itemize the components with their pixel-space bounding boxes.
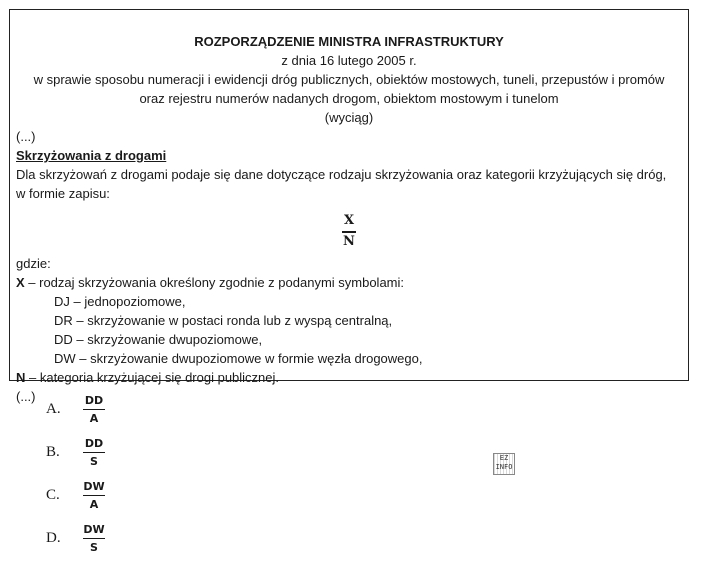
option-numerator: DW <box>83 479 105 493</box>
where-label: gdzie: <box>16 255 51 271</box>
answer-option-a[interactable] <box>46 388 106 431</box>
option-numerator: DD <box>84 436 104 450</box>
ellipsis-top: (...) <box>16 129 36 144</box>
option-fraction-bar <box>83 409 105 410</box>
watermark-logo <box>493 453 515 475</box>
option-letter: B. <box>46 444 60 460</box>
symbol-item: DD – skrzyżowanie dwupoziomowe, <box>54 331 263 347</box>
option-numerator: DW <box>83 522 105 536</box>
watermark-line-2: INFO <box>495 463 513 471</box>
ellipsis-bottom: (...) <box>16 388 36 404</box>
option-denominator: S <box>90 541 98 555</box>
answer-option-b[interactable] <box>46 431 106 474</box>
x-definition <box>16 273 682 292</box>
answer-options <box>46 388 106 560</box>
regulation-excerpt-box <box>9 9 689 404</box>
formula-fraction-bar <box>342 231 356 233</box>
option-fraction <box>82 394 106 425</box>
n-definition <box>16 368 682 387</box>
option-fraction <box>82 523 106 554</box>
option-numerator: DD <box>84 393 104 407</box>
option-denominator: A <box>89 498 99 512</box>
n-description: – kategoria krzyżującej się drogi publicznej. <box>25 369 280 385</box>
formula-numerator: X <box>343 213 355 228</box>
document-subject-line-2: oraz rejestru numerów nadanych drogom, obiektom mostowym i tunelom <box>139 91 559 106</box>
formula-denominator: N <box>343 233 355 249</box>
document-date: z dnia 16 lutego 2005 r. <box>281 53 417 68</box>
n-symbol: N <box>16 369 26 385</box>
symbol-item: DR – skrzyżowanie w postaci ronda lub z wyspą centralną, <box>54 312 393 328</box>
paragraph-line-2: w formie zapisu: <box>16 186 110 201</box>
option-fraction-bar <box>83 452 105 453</box>
x-description: – rodzaj skrzyżowania określony zgodnie z podanymi symbolami: <box>24 274 405 290</box>
option-fraction <box>82 437 106 468</box>
watermark-line-1: EZ <box>499 454 509 462</box>
option-fraction <box>82 480 106 511</box>
answer-option-d[interactable] <box>46 517 106 560</box>
option-fraction-bar <box>83 495 105 496</box>
section-title: Skrzyżowania z drogami <box>16 148 167 163</box>
option-denominator: A <box>89 412 99 426</box>
symbol-item: DJ – jednopoziomowe, <box>54 293 186 309</box>
option-denominator: S <box>90 455 98 469</box>
option-letter: A. <box>46 401 61 417</box>
excerpt-note: (wyciąg) <box>324 110 374 125</box>
option-letter: D. <box>46 530 61 546</box>
answer-option-c[interactable] <box>46 474 106 517</box>
option-fraction-bar <box>83 538 105 539</box>
x-symbol: X <box>16 274 25 290</box>
option-letter: C. <box>46 487 60 503</box>
formula-fraction <box>334 213 364 250</box>
document-subject-line-1: w sprawie sposobu numeracji i ewidencji dróg publicznych, obiektów mostowych, tuneli, przepustów i promów <box>33 72 665 87</box>
paragraph-line-1: Dla skrzyżowań z drogami podaje się dane dotyczące rodzaju skrzyżowania oraz kategorii krzyżujących się dróg, <box>16 167 667 182</box>
symbol-item: DW – skrzyżowanie dwupoziomowe w formie węzła drogowego, <box>54 350 423 366</box>
document-title: ROZPORZĄDZENIE MINISTRA INFRASTRUKTURY <box>194 34 504 49</box>
